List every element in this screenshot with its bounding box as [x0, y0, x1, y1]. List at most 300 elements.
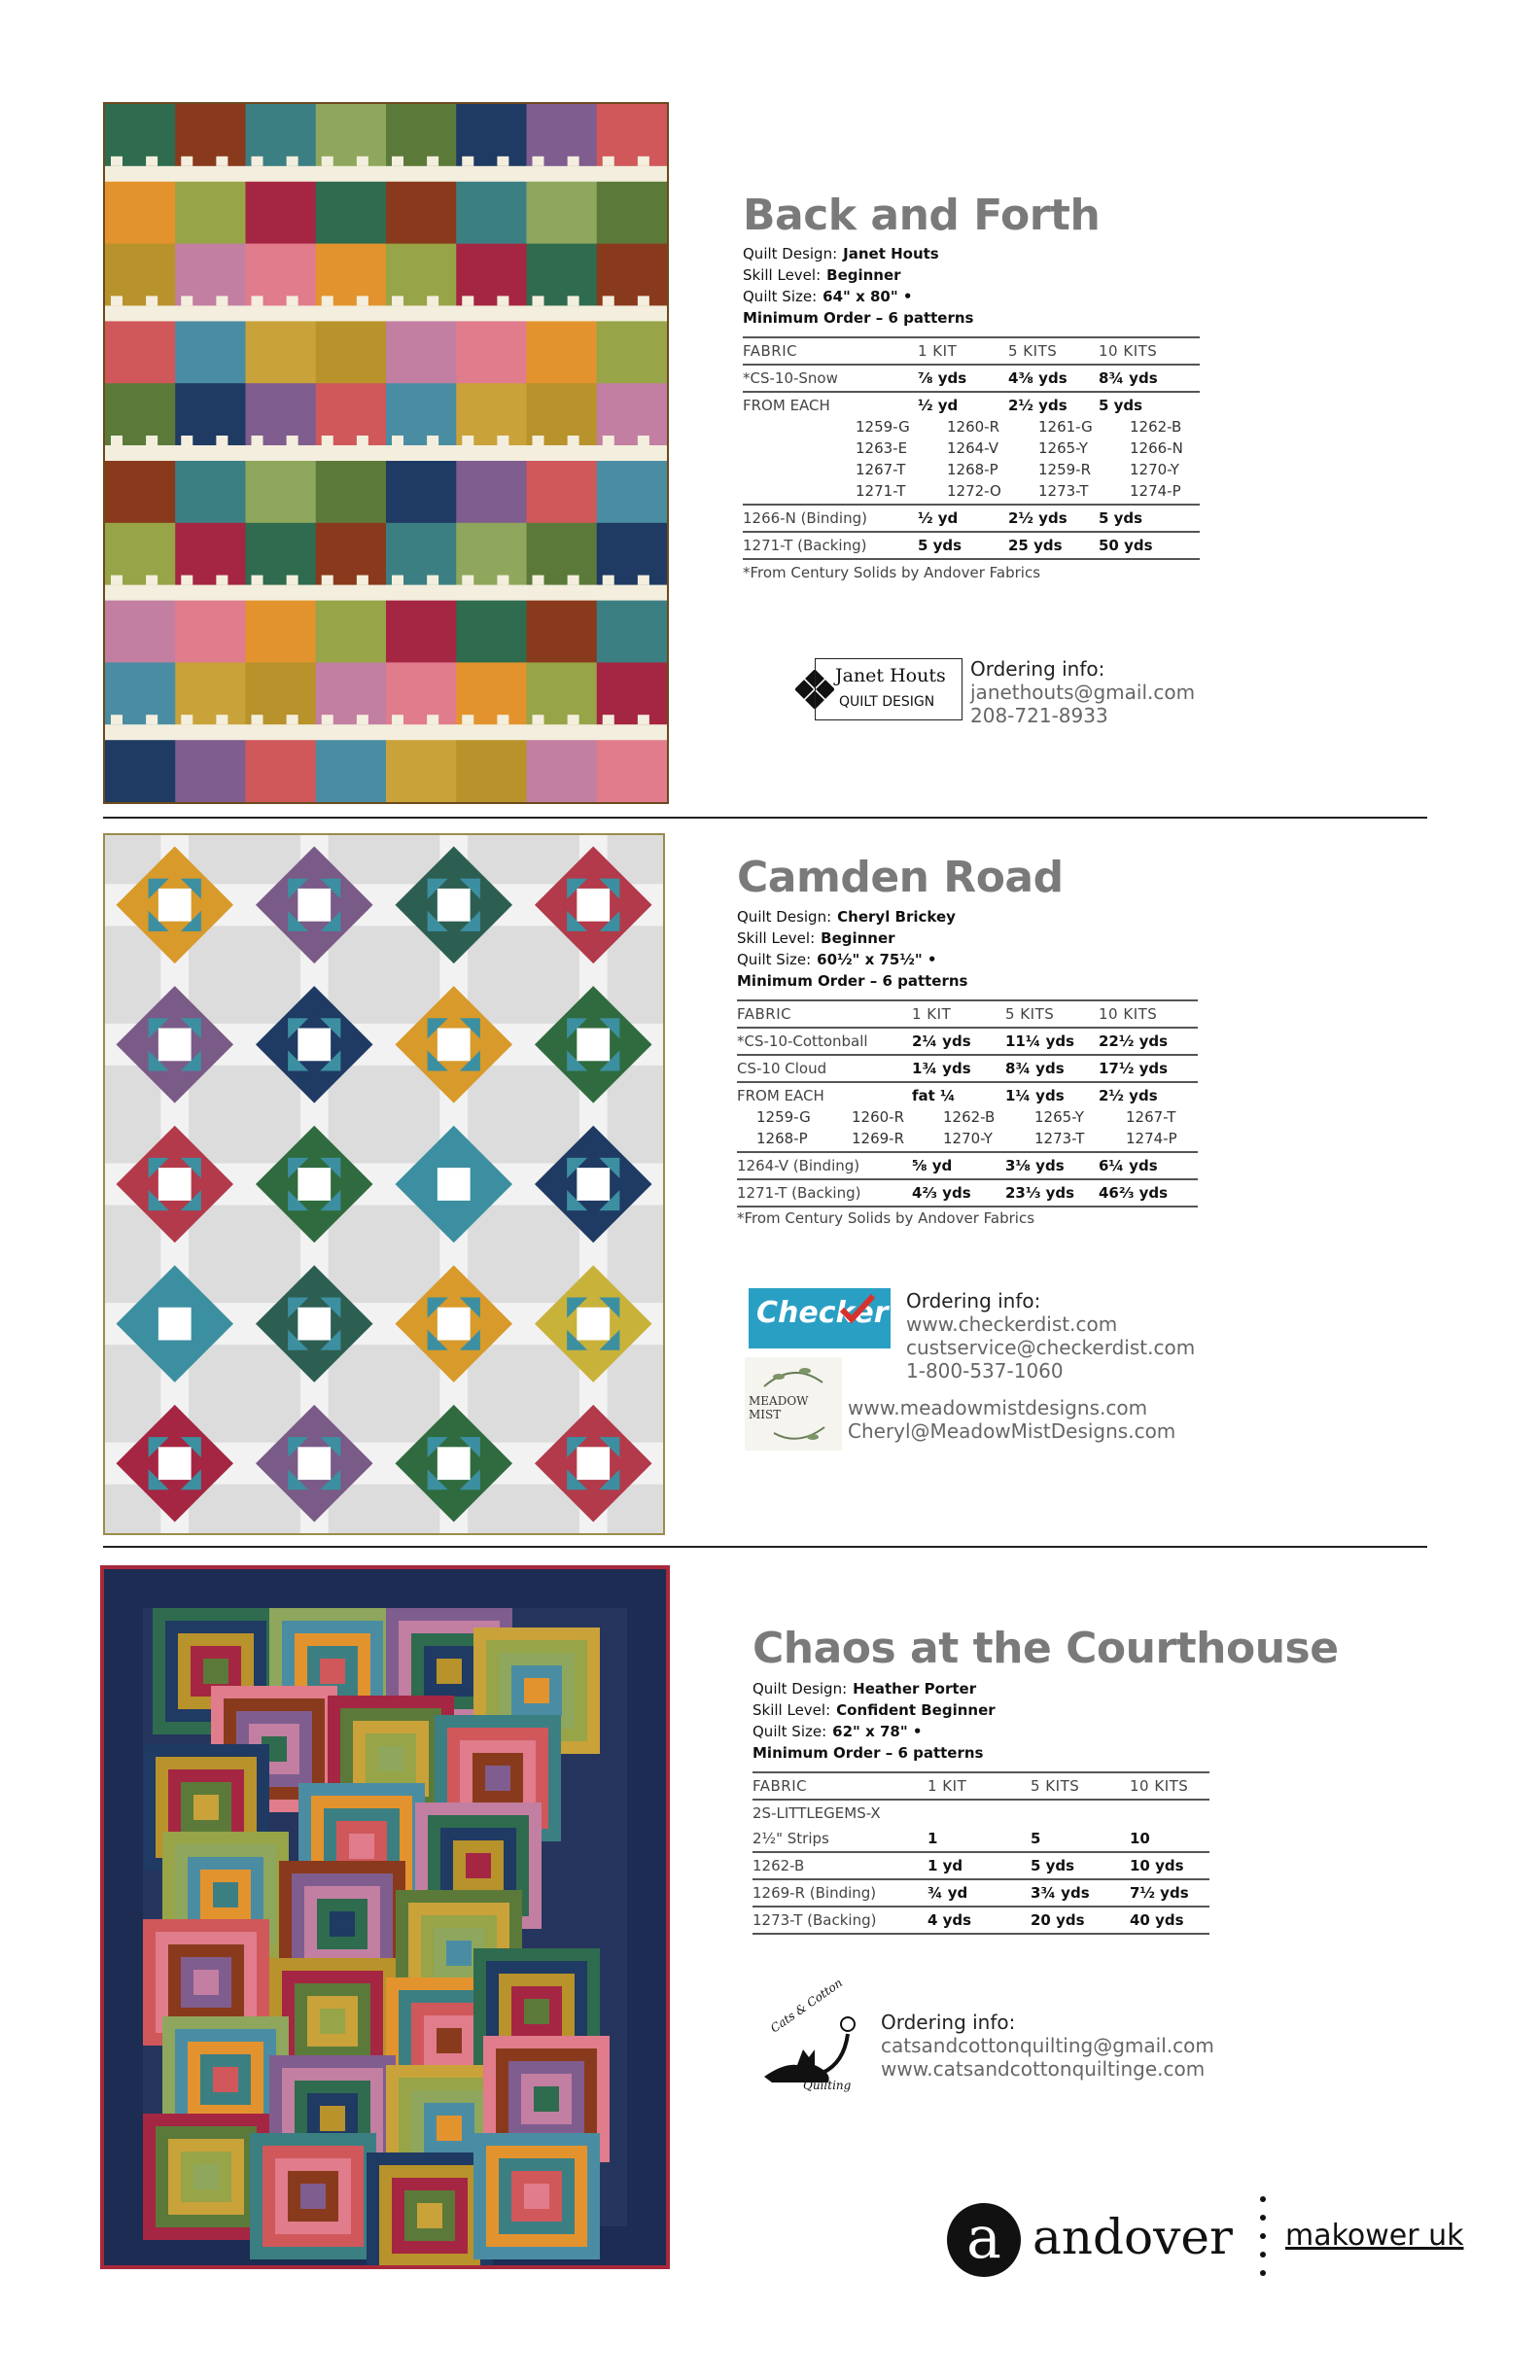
qty-cell: 2½ yds	[1008, 397, 1068, 414]
qty-cell	[928, 1800, 1031, 1826]
col-header: 10 KITS	[1099, 1000, 1198, 1028]
fabric-code: 1262-B	[943, 1108, 996, 1126]
courthouse-step	[485, 1766, 510, 1791]
notch	[462, 576, 473, 585]
quilt-patch	[386, 453, 457, 523]
fabric-code: 1268-P	[756, 1130, 808, 1147]
fabric-cell: *CS-10-Cottonball	[737, 1028, 912, 1055]
dot-separator-icon	[1260, 2195, 1266, 2285]
quilt-patch	[386, 174, 457, 244]
fabric-cell: 1271-T (Backing)	[737, 1179, 912, 1207]
courthouse-step	[446, 1941, 472, 1966]
ordering-heading: Ordering info:	[881, 2011, 1016, 2034]
fabric-code: 1270-Y	[943, 1130, 993, 1147]
size-label: Quilt Size:	[737, 951, 812, 968]
table-row	[752, 1826, 1209, 1852]
fabric-cell: 1266-N (Binding)	[743, 505, 918, 532]
notch	[111, 436, 122, 445]
quilt-patch	[105, 732, 176, 802]
table-row	[737, 1179, 1198, 1207]
quilt-patch	[597, 593, 667, 663]
notch	[216, 576, 228, 585]
quilt-image-back-and-forth	[103, 102, 669, 804]
logo-name: Cats & Cotton	[768, 1976, 846, 2036]
notch	[603, 715, 614, 724]
notch	[533, 715, 544, 724]
notch	[497, 436, 508, 445]
courthouse-step	[320, 2009, 345, 2034]
contact-email: custservice@checkerdist.com	[906, 1336, 1196, 1359]
table-row	[737, 1055, 1198, 1082]
courthouse-step	[203, 1659, 228, 1684]
fabric-cell: 2S-LITTLEGEMS-X	[752, 1804, 881, 1822]
andover-wordmark: andover	[1032, 2209, 1233, 2265]
quilt-size: 64" x 80" •	[822, 288, 913, 305]
quilt-patch	[175, 593, 246, 663]
qty-cell	[1031, 1800, 1130, 1826]
qty-cell: 10 yds	[1130, 1852, 1209, 1879]
notch	[568, 436, 579, 445]
star-center	[438, 1168, 471, 1201]
notch	[603, 296, 614, 305]
notch	[462, 436, 473, 445]
section-divider	[103, 1546, 1427, 1548]
contact-website: www.checkerdist.com	[906, 1312, 1118, 1336]
col-header: 5 KITS	[1008, 337, 1099, 365]
qty-cell: 7½ yds	[1130, 1879, 1209, 1907]
star-center	[158, 1168, 192, 1201]
notch	[497, 715, 508, 724]
notch	[111, 715, 122, 724]
fabric-code: 1271-T	[856, 482, 906, 500]
qty-cell: ¾ yd	[928, 1879, 1031, 1907]
table-row	[737, 1028, 1198, 1055]
notch	[322, 157, 333, 166]
quilt-patch	[597, 313, 667, 383]
notch	[462, 715, 473, 724]
notch	[357, 715, 368, 724]
notch	[392, 296, 403, 305]
qty-cell: 6¼ yds	[1099, 1152, 1198, 1179]
courthouse-step	[437, 1659, 462, 1684]
fabric-code: 1264-V	[947, 439, 998, 457]
qty-cell: 1 yd	[928, 1852, 1031, 1879]
col-header: 1 KIT	[928, 1772, 1031, 1800]
col-header: FABRIC	[737, 1000, 912, 1028]
qty-cell: 11¼ yds	[1005, 1028, 1099, 1055]
quilt-patch	[597, 732, 667, 802]
notch	[216, 296, 228, 305]
qty-cell: 4⅜ yds	[1008, 365, 1099, 392]
quilt-patch	[316, 593, 387, 663]
quilt-patch	[527, 732, 598, 802]
minimum-order: Minimum Order – 6 patterns	[752, 1744, 984, 1762]
notch	[603, 576, 614, 585]
star-center	[438, 1029, 471, 1062]
fabric-code: 1265-Y	[1038, 439, 1088, 457]
quilt-patch	[175, 174, 246, 244]
sashing-strip	[105, 724, 667, 740]
qty-cell: 25 yds	[1008, 532, 1099, 559]
courthouse-step	[524, 1678, 549, 1703]
qty-cell: 8¾ yds	[1099, 365, 1200, 392]
star-center	[158, 1029, 192, 1062]
quilt-patch	[175, 453, 246, 523]
courthouse-step	[213, 1882, 238, 1908]
fabric-table	[752, 1771, 1209, 1935]
notch	[111, 296, 122, 305]
qty-cell: 50 yds	[1099, 532, 1200, 559]
notch	[392, 715, 403, 724]
pattern-title: Back and Forth	[743, 191, 1101, 240]
fabric-cell: 1271-T (Backing)	[743, 532, 918, 559]
notch	[638, 715, 649, 724]
courthouse-step	[417, 2203, 442, 2228]
courthouse-step	[300, 2184, 326, 2209]
table-row	[743, 392, 1200, 418]
col-header: 10 KITS	[1099, 337, 1200, 365]
design-label: Quilt Design:	[752, 1680, 848, 1698]
star-center	[298, 889, 331, 922]
qty-cell: 1	[928, 1826, 1031, 1852]
notch	[462, 296, 473, 305]
notch	[357, 296, 368, 305]
notch	[322, 296, 333, 305]
star-center	[158, 1447, 192, 1480]
quilt-patch	[597, 174, 667, 244]
andover-mark-icon	[947, 2203, 1021, 2277]
qty-cell: 40 yds	[1130, 1907, 1209, 1934]
notch	[568, 576, 579, 585]
qty-cell: 5 yds	[1099, 505, 1200, 532]
courthouse-step	[213, 2067, 238, 2092]
fabric-code: 1259-G	[856, 418, 910, 436]
notch	[638, 576, 649, 585]
designer-name: Janet Houts	[843, 245, 939, 262]
notch	[252, 436, 263, 445]
qty-cell: 23⅓ yds	[1005, 1179, 1099, 1207]
fabric-cell: CS-10 Cloud	[737, 1055, 912, 1082]
notch	[287, 715, 298, 724]
notch	[252, 715, 263, 724]
pattern-title: Camden Road	[737, 853, 1064, 902]
cats-and-cotton-logo	[754, 1976, 867, 2092]
notch	[146, 296, 158, 305]
notch	[146, 576, 158, 585]
ordering-heading: Ordering info:	[906, 1289, 1041, 1312]
notch	[357, 157, 368, 166]
ordering-info	[970, 657, 1195, 727]
design-label: Quilt Design:	[743, 245, 838, 262]
qty-cell: 1¾ yds	[912, 1055, 1005, 1082]
quilt-patch	[246, 174, 317, 244]
notch	[287, 296, 298, 305]
notch	[287, 157, 298, 166]
table-row	[752, 1852, 1209, 1879]
andover-mark-letter: a	[966, 2204, 1001, 2272]
courthouse-step	[524, 1999, 549, 2024]
table-row	[743, 505, 1200, 532]
qty-cell	[1130, 1800, 1209, 1826]
notch	[497, 296, 508, 305]
notch	[287, 436, 298, 445]
notch	[568, 157, 579, 166]
checker-logo	[749, 1288, 891, 1348]
quilt-patch	[456, 593, 527, 663]
courthouse-step	[349, 1834, 374, 1859]
qty-cell: 5 yds	[918, 532, 1008, 559]
courthouse-step	[437, 2028, 462, 2053]
fabric-cell: 1269-R (Binding)	[752, 1879, 928, 1907]
quilt-image-camden-road	[103, 833, 665, 1535]
fabric-table	[737, 999, 1198, 1108]
fabric-code: 1268-P	[947, 461, 998, 478]
fabric-code: 1260-R	[852, 1108, 905, 1126]
fabric-cell: FROM EACH	[743, 397, 830, 414]
fabric-code: 1274-P	[1130, 482, 1181, 500]
notch	[392, 576, 403, 585]
ordering-heading: Ordering info:	[970, 657, 1105, 681]
table-header-row	[743, 337, 1200, 365]
notch	[181, 296, 192, 305]
quilt-graphic	[105, 104, 667, 802]
quilt-patch	[175, 732, 246, 802]
qty-cell: 1¼ yds	[1005, 1087, 1065, 1104]
notch	[427, 296, 438, 305]
table-header-row	[737, 1000, 1198, 1028]
star-center	[577, 1168, 610, 1201]
quilt-patch	[386, 732, 457, 802]
qty-cell: 46⅔ yds	[1099, 1179, 1198, 1207]
fabric-code: 1273-T	[1034, 1130, 1085, 1147]
notch	[427, 157, 438, 166]
designer-name: Cheryl Brickey	[837, 908, 956, 926]
star-center	[577, 889, 610, 922]
fabric-code: 1260-R	[947, 418, 1000, 436]
star-center	[577, 1029, 610, 1062]
quilt-patch	[316, 174, 387, 244]
fabric-code: 1272-O	[947, 482, 1001, 500]
qty-cell: ½ yd	[918, 397, 959, 414]
minimum-order: Minimum Order – 6 patterns	[737, 972, 968, 990]
table-row	[752, 1879, 1209, 1907]
notch	[392, 157, 403, 166]
section-divider	[103, 817, 1427, 819]
star-center	[298, 1308, 331, 1341]
qty-cell: 2½ yds	[1099, 1087, 1158, 1104]
notch	[568, 715, 579, 724]
quilt-patch	[456, 313, 527, 383]
quilt-patch	[527, 174, 598, 244]
star-center	[438, 889, 471, 922]
fabric-code: 1273-T	[1038, 482, 1089, 500]
star-center	[298, 1029, 331, 1062]
col-header: 1 KIT	[912, 1000, 1005, 1028]
quilt-patch	[105, 593, 176, 663]
qty-cell: 5 yds	[1099, 397, 1143, 414]
ordering-info-secondary	[848, 1396, 1175, 1443]
notch	[252, 576, 263, 585]
fabric-cell: 1273-T (Backing)	[752, 1907, 928, 1934]
qty-cell: 17½ yds	[1099, 1055, 1198, 1082]
col-header: FABRIC	[743, 337, 918, 365]
contact-website: www.catsandcottonquiltinge.com	[881, 2057, 1206, 2081]
logo-subtitle: QUILT DESIGN	[839, 694, 935, 710]
courthouse-step	[534, 2086, 559, 2112]
quilt-patch	[456, 174, 527, 244]
fabric-table	[743, 336, 1200, 418]
notch	[533, 157, 544, 166]
fabric-code: 1267-T	[1126, 1108, 1176, 1126]
notch	[181, 715, 192, 724]
notch	[322, 715, 333, 724]
checkmark-icon	[838, 1294, 877, 1323]
contact-email: Cheryl@MeadowMistDesigns.com	[848, 1419, 1176, 1443]
quilt-graphic	[105, 835, 663, 1533]
qty-cell: ⅝ yd	[912, 1152, 1005, 1179]
quilt-patch	[527, 453, 598, 523]
fabric-code: 1263-E	[856, 439, 908, 457]
notch	[427, 715, 438, 724]
pattern-meta	[743, 243, 974, 329]
col-header: FABRIC	[752, 1772, 928, 1800]
star-center	[577, 1308, 610, 1341]
skill-level: Confident Beginner	[836, 1701, 996, 1719]
size-label: Quilt Size:	[743, 288, 818, 305]
sashing-strip	[105, 166, 667, 182]
notch	[146, 715, 158, 724]
quilt-patch	[456, 732, 527, 802]
courthouse-step	[524, 2184, 549, 2209]
skill-label: Skill Level:	[752, 1701, 831, 1719]
fabric-code: 1274-P	[1126, 1130, 1177, 1147]
table-row	[752, 1800, 1209, 1826]
contact-email: catsandcottonquilting@gmail.com	[881, 2034, 1214, 2057]
skill-level: Beginner	[821, 929, 895, 947]
notch	[357, 576, 368, 585]
checker-logo-text: Checker	[756, 1296, 889, 1330]
quilt-patch	[456, 453, 527, 523]
makower-uk-link[interactable]: makower uk	[1285, 2219, 1464, 2253]
fabric-cell: FROM EACH	[737, 1087, 824, 1104]
notch	[497, 576, 508, 585]
fabric-cell: 1262-B	[752, 1852, 928, 1879]
logo-name: Janet Houts	[835, 665, 946, 686]
meadow-mist-logo	[745, 1357, 842, 1451]
fabric-table-continued	[743, 504, 1200, 560]
quilt-patch	[527, 313, 598, 383]
minimum-order: Minimum Order – 6 patterns	[743, 309, 974, 327]
fabric-code: 1265-Y	[1034, 1108, 1084, 1126]
quilt-patch	[316, 453, 387, 523]
sashing-strip	[105, 585, 667, 601]
notch	[181, 576, 192, 585]
pattern-title: Chaos at the Courthouse	[752, 1624, 1339, 1673]
courthouse-step	[193, 1795, 219, 1820]
table-row	[737, 1152, 1198, 1179]
ordering-info	[906, 1289, 1195, 1382]
contact-website: www.meadowmistdesigns.com	[848, 1396, 1148, 1419]
notch	[146, 157, 158, 166]
notch	[497, 157, 508, 166]
notch	[252, 296, 263, 305]
notch	[427, 436, 438, 445]
col-header: 1 KIT	[918, 337, 1008, 365]
quilt-patch	[175, 313, 246, 383]
qty-cell: 5	[1031, 1826, 1130, 1852]
fabric-cell: *CS-10-Snow	[743, 365, 918, 392]
skill-label: Skill Level:	[743, 266, 822, 284]
qty-cell: 3⅛ yds	[1005, 1152, 1099, 1179]
courthouse-step	[466, 1853, 491, 1878]
notch	[568, 296, 579, 305]
notch	[216, 715, 228, 724]
notch	[392, 436, 403, 445]
fabric-cell: 1264-V (Binding)	[737, 1152, 912, 1179]
quilt-patch	[386, 593, 457, 663]
designer-name: Heather Porter	[853, 1680, 977, 1698]
courthouse-step	[193, 1970, 219, 1995]
fabric-code-grid	[743, 418, 1200, 504]
meadow-mist-text: MEADOW MIST	[749, 1394, 809, 1421]
design-label: Quilt Design:	[737, 908, 832, 926]
quilt-patch	[597, 453, 667, 523]
contact-email: janethouts@gmail.com	[970, 681, 1196, 704]
quilt-graphic	[104, 1569, 666, 2265]
fabric-code: 1259-R	[1038, 461, 1092, 478]
col-header: 10 KITS	[1130, 1772, 1209, 1800]
quilt-size: 62" x 78" •	[832, 1723, 923, 1740]
notch	[146, 436, 158, 445]
qty-cell: 2½ yds	[1008, 505, 1099, 532]
footnote: *From Century Solids by Andover Fabrics	[743, 564, 1041, 581]
star-center	[438, 1308, 471, 1341]
qty-cell: 5 yds	[1031, 1852, 1130, 1879]
fabric-code: 1261-G	[1038, 418, 1093, 436]
notch	[533, 436, 544, 445]
skill-level: Beginner	[826, 266, 901, 284]
notch	[111, 157, 122, 166]
table-row	[743, 532, 1200, 559]
star-center	[438, 1447, 471, 1480]
fabric-code: 1270-Y	[1130, 461, 1179, 478]
table-row	[737, 1082, 1198, 1108]
notch	[357, 436, 368, 445]
star-center	[158, 1308, 192, 1341]
logo-frame	[815, 658, 962, 720]
notch	[638, 436, 649, 445]
quilt-size: 60½" x 75½" •	[817, 951, 937, 968]
andover-logo	[947, 2201, 1239, 2279]
contact-phone: 1-800-537-1060	[906, 1359, 1064, 1382]
notch	[638, 296, 649, 305]
fabric-cell: 2½" Strips	[752, 1826, 928, 1852]
col-header: 5 KITS	[1005, 1000, 1099, 1028]
sashing-strip	[105, 445, 667, 461]
notch	[216, 436, 228, 445]
notch	[322, 436, 333, 445]
courthouse-step	[320, 1659, 345, 1684]
ordering-info	[881, 2011, 1214, 2081]
qty-cell: 3¾ yds	[1031, 1879, 1130, 1907]
fabric-code: 1262-B	[1130, 418, 1182, 436]
fabric-code: 1267-T	[856, 461, 906, 478]
size-label: Quilt Size:	[752, 1723, 827, 1740]
fabric-code: 1266-N	[1130, 439, 1183, 457]
qty-cell: 20 yds	[1031, 1907, 1130, 1934]
notch	[216, 157, 228, 166]
courthouse-step	[330, 1911, 355, 1937]
